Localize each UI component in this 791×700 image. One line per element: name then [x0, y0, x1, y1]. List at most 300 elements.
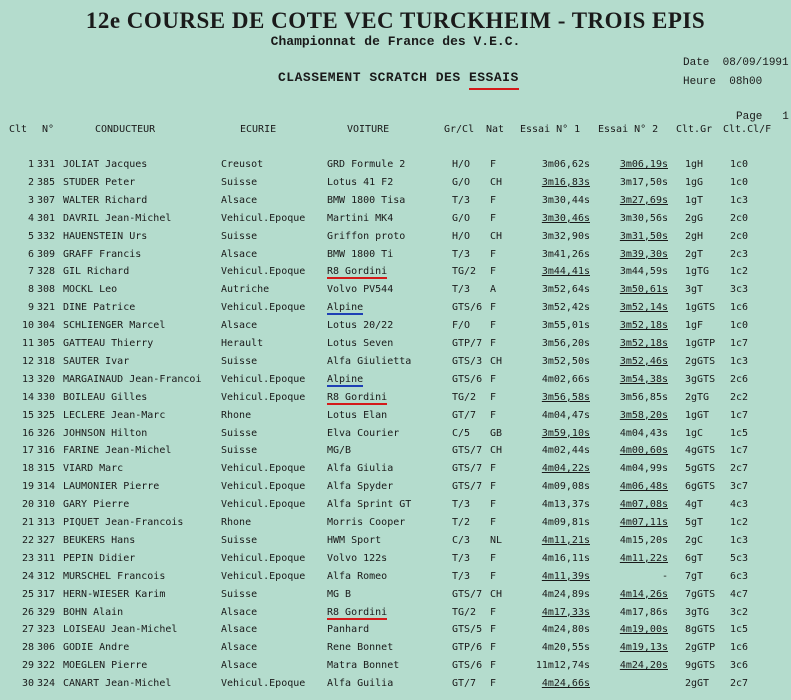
trial-2-cell-text: 4m15,20s	[619, 534, 668, 546]
rank-cell-text: 28	[21, 642, 34, 654]
rank-cell	[8, 604, 34, 622]
nationality-cell-text: F	[490, 552, 497, 564]
nationality-cell-text: F	[490, 570, 497, 582]
driver-cell	[63, 228, 221, 246]
group-class-cell-text: GTS/7	[452, 445, 483, 457]
table-row	[0, 317, 791, 335]
group-class-cell	[452, 496, 492, 514]
nationality-cell-text: A	[490, 284, 497, 296]
car-cell-text: Matra Bonnet	[327, 660, 400, 672]
section-heading	[278, 70, 519, 85]
driver-cell-text: JOLIAT Jacques	[63, 159, 148, 170]
col-clt: Clt	[9, 124, 28, 135]
driver-cell	[63, 425, 221, 443]
nationality-cell-text: F	[490, 409, 497, 421]
rank-group-cell-text: 5gGTS	[685, 463, 716, 475]
nationality-cell-text: F	[490, 517, 497, 528]
car-cell	[327, 442, 443, 460]
rank-class-cell-text: 1c3	[730, 194, 749, 206]
trial-2-cell	[598, 246, 668, 264]
car-cell-text: Lotus Seven	[327, 338, 394, 349]
rank-class-cell	[730, 174, 770, 192]
driver-cell	[63, 460, 221, 478]
rank-cell	[8, 550, 34, 568]
trial-1-cell	[520, 550, 590, 568]
driver-cell-text: BEUKERS Hans	[63, 534, 136, 546]
number-cell	[37, 657, 65, 675]
rank-cell	[8, 335, 34, 353]
group-class-cell-text: TG/2	[452, 266, 477, 278]
rank-cell	[8, 514, 34, 532]
rank-group-cell-text: 5gT	[685, 517, 704, 528]
table-row	[0, 496, 791, 514]
trial-1-cell	[520, 514, 590, 532]
number-cell-text: 323	[37, 624, 56, 636]
group-class-cell	[452, 478, 492, 496]
team-cell-text: Alsace	[221, 320, 258, 332]
car-cell-text: Panhard	[327, 624, 370, 636]
trial-2-cell-text: 3m52,46s	[619, 355, 668, 367]
nationality-cell-text: F	[490, 391, 497, 403]
rank-class-cell	[730, 460, 770, 478]
rank-cell	[8, 532, 34, 550]
rank-group-cell-text: 2gT	[685, 248, 704, 260]
rank-group-cell	[685, 514, 730, 532]
driver-cell-text: LAUMONIER Pierre	[63, 481, 160, 493]
trial-1-cell	[520, 442, 590, 460]
group-class-cell-text: F/O	[452, 320, 471, 332]
table-row	[0, 192, 791, 210]
team-cell	[221, 496, 325, 514]
number-cell	[37, 371, 65, 389]
number-cell	[37, 174, 65, 192]
trial-2-cell-text: 3m52,18s	[619, 320, 668, 332]
rank-group-cell	[685, 586, 730, 604]
rank-cell-text: 14	[21, 391, 34, 403]
rank-cell-text: 7	[27, 266, 34, 278]
rank-group-cell	[685, 228, 730, 246]
number-cell	[37, 317, 65, 335]
rank-group-cell	[685, 639, 730, 657]
rank-cell-text: 29	[21, 660, 34, 672]
trial-2-cell	[598, 263, 668, 281]
group-class-cell	[452, 353, 492, 371]
rank-class-cell-text: 3c6	[730, 660, 749, 672]
trial-2-cell	[598, 639, 668, 657]
trial-2-cell-text: 4m17,86s	[619, 606, 668, 618]
trial-1-cell-text: 4m16,11s	[541, 552, 590, 564]
group-class-cell	[452, 371, 492, 389]
table-row	[0, 174, 791, 192]
car-cell	[327, 586, 443, 604]
table-row	[0, 425, 791, 443]
trial-2-cell-text: 4m06,48s	[619, 481, 668, 493]
group-class-cell-text: T/3	[452, 552, 471, 564]
rank-class-cell	[730, 228, 770, 246]
trial-2-cell-text: 4m07,11s	[619, 517, 668, 528]
number-cell	[37, 604, 65, 622]
rank-class-cell-text: 2c2	[730, 391, 749, 403]
number-cell	[37, 568, 65, 586]
driver-cell-text: BOILEAU Gilles	[63, 391, 148, 403]
rank-cell-text: 16	[21, 427, 34, 439]
number-cell-text: 331	[37, 159, 56, 170]
col-rank-class: Clt.Cl/F	[723, 124, 772, 135]
rank-class-cell-text: 1c7	[730, 338, 749, 349]
group-class-cell-text: GTS/6	[452, 302, 483, 314]
driver-cell	[63, 604, 221, 622]
rank-class-cell-text: 2c7	[730, 463, 749, 475]
rank-group-cell	[685, 478, 730, 496]
trial-1-cell-text: 3m52,64s	[541, 284, 590, 296]
car-cell	[327, 675, 443, 693]
rank-cell	[8, 639, 34, 657]
rank-class-cell-text: 4c3	[730, 499, 749, 511]
trial-1-cell	[520, 621, 590, 639]
championship-subtitle: Championnat de France des V.E.C.	[270, 34, 521, 49]
car-cell-text: BMW 1800 Ti	[327, 248, 394, 260]
team-cell-text: Suisse	[221, 588, 258, 600]
rank-group-cell-text: 6gGTS	[685, 481, 716, 493]
rank-group-cell-text: 1gT	[685, 194, 704, 206]
group-class-cell-text: GT/7	[452, 409, 477, 421]
rank-class-cell-text: 2c0	[730, 212, 749, 224]
trial-2-cell-text: 3m58,20s	[619, 409, 668, 421]
rank-class-cell	[730, 478, 770, 496]
car-cell-text: Lotus 20/22	[327, 320, 394, 332]
nationality-cell	[490, 425, 516, 443]
table-row	[0, 335, 791, 353]
number-cell	[37, 621, 65, 639]
team-cell	[221, 550, 325, 568]
rank-class-cell	[730, 281, 770, 299]
rank-cell	[8, 210, 34, 228]
rank-cell	[8, 657, 34, 675]
team-cell	[221, 228, 325, 246]
nationality-cell-text: CH	[490, 230, 503, 242]
car-cell	[327, 478, 443, 496]
rank-cell	[8, 496, 34, 514]
table-header	[0, 121, 791, 139]
time-value: 08h00	[729, 76, 763, 88]
car-cell-text: R8 Gordini	[327, 606, 388, 618]
rank-cell	[8, 246, 34, 264]
trial-2-cell	[598, 335, 668, 353]
group-class-cell-text: T/2	[452, 517, 471, 528]
car-cell-text: Alfa Giulia	[327, 463, 394, 475]
car-cell	[327, 299, 443, 317]
number-cell-text: 326	[37, 427, 56, 439]
rank-group-cell-text: 3gGTS	[685, 373, 716, 385]
time-line	[683, 76, 762, 88]
rank-group-cell	[685, 389, 730, 407]
team-cell	[221, 192, 325, 210]
group-class-cell-text: GTS/6	[452, 373, 483, 385]
trial-2-cell	[598, 174, 668, 192]
trial-1-cell-text: 3m32,90s	[541, 230, 590, 242]
group-class-cell-text: GTP/6	[452, 642, 483, 654]
team-cell-text: Vehicul.Epoque	[221, 552, 306, 564]
group-class-cell	[452, 586, 492, 604]
group-class-cell	[452, 675, 492, 693]
driver-cell-text: MURSCHEL Francois	[63, 570, 166, 582]
driver-cell	[63, 675, 221, 693]
trial-2-cell-text: 3m06,19s	[619, 159, 668, 170]
trial-2-cell	[598, 407, 668, 425]
team-cell	[221, 389, 325, 407]
number-cell	[37, 389, 65, 407]
car-cell	[327, 353, 443, 371]
rank-group-cell-text: 9gGTS	[685, 660, 716, 672]
team-cell	[221, 604, 325, 622]
trial-1-cell-text: 4m20,55s	[541, 642, 590, 654]
nationality-cell-text: F	[490, 481, 497, 493]
rank-class-cell-text: 1c2	[730, 517, 749, 528]
rank-class-cell-text: 1c2	[730, 266, 749, 278]
rank-class-cell-text: 2c6	[730, 373, 749, 385]
trial-2-cell-text: 3m50,61s	[619, 284, 668, 296]
nationality-cell-text: CH	[490, 588, 503, 600]
group-class-cell-text: T/3	[452, 499, 471, 511]
driver-cell	[63, 442, 221, 460]
driver-cell	[63, 568, 221, 586]
rank-group-cell	[685, 425, 730, 443]
trial-1-cell-text: 3m30,46s	[541, 212, 590, 224]
team-cell-text: Herault	[221, 338, 264, 349]
nationality-cell	[490, 532, 516, 550]
table-row	[0, 478, 791, 496]
number-cell-text: 305	[37, 338, 56, 349]
trial-2-cell-text: 3m27,69s	[619, 194, 668, 206]
number-cell-text: 311	[37, 552, 56, 564]
nationality-cell	[490, 478, 516, 496]
number-cell-text: 315	[37, 463, 56, 475]
car-cell-text: Alfa Guilia	[327, 678, 394, 690]
team-cell	[221, 353, 325, 371]
driver-cell-text: DAVRIL Jean-Michel	[63, 212, 172, 224]
group-class-cell-text: H/O	[452, 159, 471, 170]
rank-group-cell	[685, 604, 730, 622]
trial-1-cell-text: 4m04,22s	[541, 463, 590, 475]
rank-group-cell-text: 2gG	[685, 212, 704, 224]
trial-1-cell-text: 4m17,33s	[541, 606, 590, 618]
driver-cell-text: JOHNSON Hilton	[63, 427, 148, 439]
trial-1-cell	[520, 586, 590, 604]
rank-class-cell-text: 1c7	[730, 409, 749, 421]
number-cell	[37, 675, 65, 693]
driver-cell-text: WALTER Richard	[63, 194, 148, 206]
car-cell-text: Morris Cooper	[327, 517, 406, 528]
rank-cell-text: 12	[21, 355, 34, 367]
rank-class-cell-text: 3c7	[730, 481, 749, 493]
rank-group-cell-text: 7gT	[685, 570, 704, 582]
trial-1-cell-text: 3m06,62s	[541, 159, 590, 170]
car-cell	[327, 425, 443, 443]
rank-cell-text: 10	[21, 320, 34, 332]
number-cell-text: 306	[37, 642, 56, 654]
rank-group-cell-text: 1gGTS	[685, 302, 716, 314]
nationality-cell-text: F	[490, 373, 497, 385]
car-cell	[327, 210, 443, 228]
rank-class-cell	[730, 317, 770, 335]
table-row	[0, 228, 791, 246]
nationality-cell-text: F	[490, 606, 497, 618]
trial-2-cell-text: 3m30,56s	[619, 212, 668, 224]
table-row	[0, 639, 791, 657]
date-label: Date	[683, 57, 710, 69]
driver-cell	[63, 550, 221, 568]
team-cell-text: Vehicul.Epoque	[221, 481, 306, 493]
driver-cell	[63, 263, 221, 281]
rank-class-cell	[730, 335, 770, 353]
group-class-cell-text: C/5	[452, 427, 471, 439]
rank-class-cell-text: 6c3	[730, 570, 749, 582]
rank-group-cell	[685, 335, 730, 353]
nationality-cell-text: F	[490, 499, 497, 511]
trial-2-cell	[598, 568, 668, 586]
trial-2-cell-text: 3m54,38s	[619, 373, 668, 385]
rank-group-cell	[685, 657, 730, 675]
trial-2-cell-text: 4m24,20s	[619, 660, 668, 672]
trial-2-cell-text: 3m52,14s	[619, 302, 668, 314]
rank-cell-text: 26	[21, 606, 34, 618]
trial-2-cell	[598, 442, 668, 460]
group-class-cell	[452, 192, 492, 210]
team-cell	[221, 335, 325, 353]
team-cell	[221, 263, 325, 281]
group-class-cell-text: GTS/7	[452, 463, 483, 475]
trial-1-cell-text: 3m16,83s	[541, 176, 590, 188]
trial-2-cell-text: 3m52,18s	[619, 338, 668, 349]
nationality-cell	[490, 156, 516, 174]
rank-cell-text: 5	[27, 230, 34, 242]
group-class-cell	[452, 389, 492, 407]
nationality-cell-text: F	[490, 660, 497, 672]
rank-group-cell-text: 4gGTS	[685, 445, 716, 457]
number-cell	[37, 263, 65, 281]
group-class-cell	[452, 550, 492, 568]
rank-group-cell-text: 2gGT	[685, 678, 710, 690]
team-cell	[221, 675, 325, 693]
nationality-cell	[490, 496, 516, 514]
rank-group-cell	[685, 532, 730, 550]
car-cell-text: Volvo PV544	[327, 284, 394, 296]
rank-group-cell	[685, 281, 730, 299]
number-cell	[37, 353, 65, 371]
driver-cell	[63, 657, 221, 675]
rank-class-cell	[730, 371, 770, 389]
group-class-cell	[452, 174, 492, 192]
trial-2-cell-text: 3m39,30s	[619, 248, 668, 260]
driver-cell-text: PIQUET Jean-Francois	[63, 517, 184, 528]
car-cell-text: Lotus 41 F2	[327, 176, 394, 188]
nationality-cell	[490, 317, 516, 335]
trial-1-cell-text: 4m09,08s	[541, 481, 590, 493]
trial-1-cell	[520, 675, 590, 693]
car-cell-text: Alfa Romeo	[327, 570, 388, 582]
nationality-cell	[490, 675, 516, 693]
rank-class-cell	[730, 442, 770, 460]
team-cell	[221, 621, 325, 639]
number-cell	[37, 532, 65, 550]
car-cell-text: Alpine	[327, 373, 364, 385]
number-cell-text: 327	[37, 534, 56, 546]
team-cell	[221, 407, 325, 425]
trial-1-cell-text: 3m41,26s	[541, 248, 590, 260]
rank-group-cell-text: 2gGTP	[685, 642, 716, 654]
team-cell-text: Alsace	[221, 660, 258, 672]
car-cell	[327, 496, 443, 514]
group-class-cell-text: GTP/7	[452, 338, 483, 349]
trial-2-cell	[598, 371, 668, 389]
car-cell	[327, 604, 443, 622]
rank-cell	[8, 621, 34, 639]
group-class-cell	[452, 407, 492, 425]
rank-class-cell-text: 1c6	[730, 642, 749, 654]
car-cell	[327, 174, 443, 192]
rank-group-cell	[685, 174, 730, 192]
table-row	[0, 281, 791, 299]
rank-class-cell	[730, 156, 770, 174]
trial-1-cell	[520, 407, 590, 425]
team-cell-text: Vehicul.Epoque	[221, 373, 306, 385]
nationality-cell-text: F	[490, 678, 497, 690]
driver-cell-text: BOHN Alain	[63, 606, 124, 618]
table-row	[0, 604, 791, 622]
number-cell-text: 307	[37, 194, 56, 206]
number-cell	[37, 246, 65, 264]
nationality-cell-text: NL	[490, 534, 503, 546]
driver-cell-text: GARY Pierre	[63, 499, 130, 511]
car-cell-text: Elva Courier	[327, 427, 400, 439]
trial-2-cell-text: 3m56,85s	[619, 391, 668, 403]
driver-cell-text: GIL Richard	[63, 266, 130, 278]
trial-2-cell	[598, 299, 668, 317]
rank-group-cell	[685, 442, 730, 460]
rank-cell	[8, 568, 34, 586]
table-row	[0, 657, 791, 675]
rank-cell-text: 21	[21, 517, 34, 528]
nationality-cell	[490, 514, 516, 532]
driver-cell-text: MOEGLEN Pierre	[63, 660, 148, 672]
driver-cell-text: LECLERE Jean-Marc	[63, 409, 166, 421]
trial-1-cell	[520, 299, 590, 317]
rank-class-cell-text: 1c5	[730, 427, 749, 439]
team-cell-text: Alsace	[221, 606, 258, 618]
team-cell-text: Suisse	[221, 427, 258, 439]
nationality-cell-text: CH	[490, 355, 503, 367]
trial-2-cell	[598, 532, 668, 550]
rank-cell	[8, 425, 34, 443]
table-row	[0, 263, 791, 281]
rank-class-cell-text: 1c0	[730, 320, 749, 332]
number-cell-text: 385	[37, 176, 56, 188]
rank-cell-text: 17	[21, 445, 34, 457]
trial-2-cell	[598, 192, 668, 210]
driver-cell	[63, 407, 221, 425]
nationality-cell	[490, 210, 516, 228]
group-class-cell-text: G/O	[452, 212, 471, 224]
col-group-class: Gr/Cl	[444, 124, 475, 135]
nationality-cell-text: GB	[490, 427, 503, 439]
number-cell-text: 330	[37, 391, 56, 403]
rank-cell-text: 9	[27, 302, 34, 314]
group-class-cell-text: T/3	[452, 570, 471, 582]
trial-1-cell	[520, 335, 590, 353]
car-cell-text: Rene Bonnet	[327, 642, 394, 654]
number-cell	[37, 228, 65, 246]
rank-cell	[8, 281, 34, 299]
